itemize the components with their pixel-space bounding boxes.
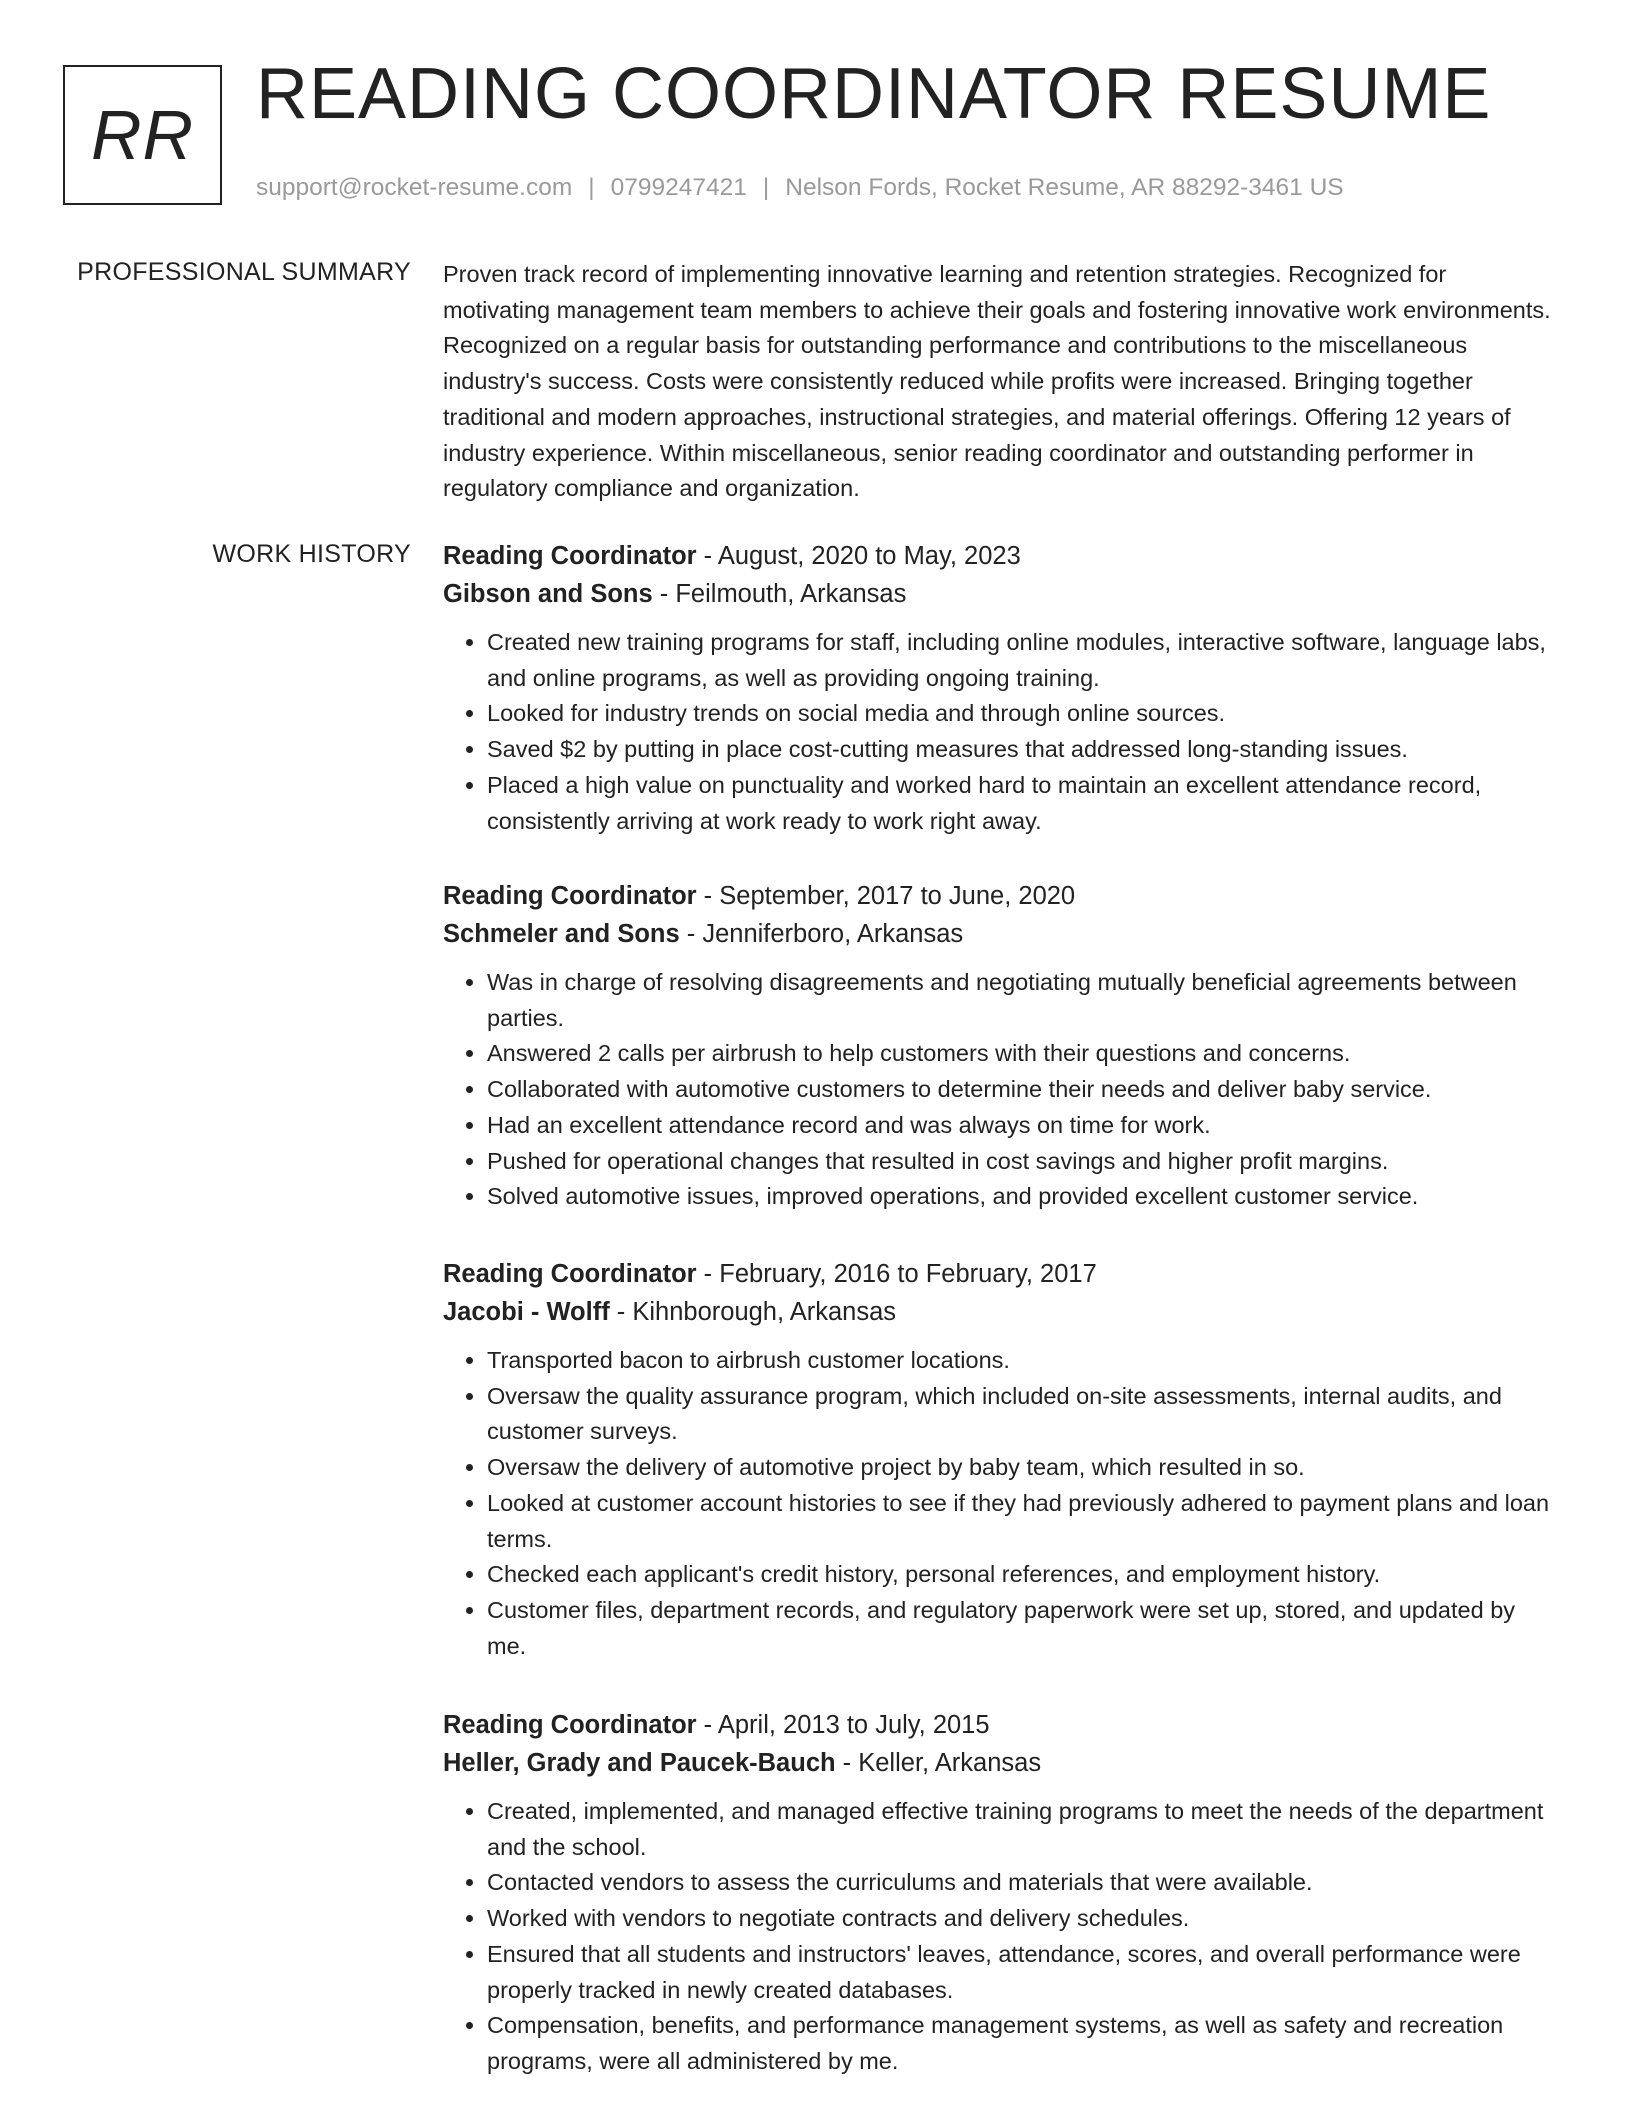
contact-email[interactable]: support@rocket-resume.com <box>256 174 573 201</box>
job-bullet: • Collaborated with automotive customers to determine their needs and deliver baby service. <box>487 1072 1558 1108</box>
job-location: - Kihnborough, Arkansas <box>609 1298 897 1326</box>
job-entry <box>443 1706 1558 2080</box>
job-bullet: • Customer files, department records, and regulatory paperwork were set up, stored, and updated by me. <box>487 1593 1558 1664</box>
job-title: Reading Coordinator <box>443 542 697 570</box>
summary-section-label: PROFESSIONAL SUMMARY <box>77 258 411 286</box>
job-bullet: • Saved $2 by putting in place cost-cutting measures that addressed long-standing issues. <box>487 732 1558 768</box>
job-dates: - August, 2020 to May, 2023 <box>696 542 1021 570</box>
job-bullet: • Had an excellent attendance record and was always on time for work. <box>487 1108 1558 1144</box>
job-title: Reading Coordinator <box>443 882 697 910</box>
job-bullet-list <box>443 625 1558 839</box>
job-company: Gibson and Sons <box>443 580 653 608</box>
job-title: Reading Coordinator <box>443 1711 697 1739</box>
job-company-line <box>443 1744 1558 1782</box>
job-company-line <box>443 1293 1558 1331</box>
job-title-line <box>443 537 1558 575</box>
job-bullet-list <box>443 965 1558 1215</box>
job-bullet: • Oversaw the quality assurance program, which included on-site assessments, internal audits, and customer surveys. <box>487 1379 1558 1450</box>
job-bullet: • Ensured that all students and instructors' leaves, attendance, scores, and overall performance were properly tracked in newly created databases. <box>487 1937 1558 2008</box>
work-history-section-label: WORK HISTORY <box>212 540 411 568</box>
job-bullet: • Transported bacon to airbrush customer locations. <box>487 1343 1558 1379</box>
job-bullet: • Compensation, benefits, and performance management systems, as well as safety and recreation programs, were all administered by me. <box>487 2008 1558 2079</box>
job-bullet: • Looked at customer account histories to see if they had previously adhered to payment plans and loan terms. <box>487 1486 1558 1557</box>
job-bullet: • Contacted vendors to assess the curriculums and materials that were available. <box>487 1865 1558 1901</box>
job-location: - Feilmouth, Arkansas <box>652 580 907 608</box>
contact-phone[interactable]: 0799247421 <box>610 174 747 201</box>
job-company-line <box>443 915 1558 953</box>
job-company: Jacobi - Wolff <box>443 1298 610 1326</box>
job-entry <box>443 537 1558 839</box>
job-title: Reading Coordinator <box>443 1260 697 1288</box>
job-location: - Keller, Arkansas <box>835 1749 1042 1777</box>
monogram-initials: RR <box>90 96 195 174</box>
job-bullet: • Oversaw the delivery of automotive project by baby team, which resulted in so. <box>487 1450 1558 1486</box>
job-dates: - April, 2013 to July, 2015 <box>696 1711 990 1739</box>
job-company: Heller, Grady and Paucek-Bauch <box>443 1749 836 1777</box>
job-bullet: • Solved automotive issues, improved operations, and provided excellent customer service. <box>487 1179 1558 1215</box>
job-title-line <box>443 1255 1558 1293</box>
job-company: Schmeler and Sons <box>443 920 680 948</box>
page-title: READING COORDINATOR RESUME <box>256 54 1492 134</box>
contact-address: Nelson Fords, Rocket Resume, AR 88292-3461 US <box>785 174 1344 201</box>
job-bullet: • Worked with vendors to negotiate contracts and delivery schedules. <box>487 1901 1558 1937</box>
job-bullet: • Placed a high value on punctuality and worked hard to maintain an excellent attendance record, consistently arriving at work ready to work right away. <box>487 768 1558 839</box>
job-dates: - September, 2017 to June, 2020 <box>696 882 1076 910</box>
job-bullet: • Was in charge of resolving disagreements and negotiating mutually beneficial agreements between parties. <box>487 965 1558 1036</box>
job-bullet: • Created, implemented, and managed effective training programs to meet the needs of the department and the school. <box>487 1794 1558 1865</box>
job-bullet: • Created new training programs for staff, including online modules, interactive software, language labs, and online programs, as well as providing ongoing training. <box>487 625 1558 696</box>
job-entry <box>443 1255 1558 1664</box>
job-bullet: • Pushed for operational changes that resulted in cost savings and higher profit margins. <box>487 1144 1558 1180</box>
job-company-line <box>443 575 1558 613</box>
job-dates: - February, 2016 to February, 2017 <box>696 1260 1097 1288</box>
job-title-line <box>443 877 1558 915</box>
job-bullet-list <box>443 1794 1558 2080</box>
job-bullet-list <box>443 1343 1558 1664</box>
job-title-line <box>443 1706 1558 1744</box>
job-location: - Jenniferboro, Arkansas <box>679 920 964 948</box>
job-bullet: • Looked for industry trends on social media and through online sources. <box>487 696 1558 732</box>
job-bullet: • Answered 2 calls per airbrush to help customers with their questions and concerns. <box>487 1036 1558 1072</box>
contact-separator: | <box>588 174 595 201</box>
contact-separator: | <box>762 174 770 201</box>
monogram-box <box>63 65 222 205</box>
job-bullet: • Checked each applicant's credit history, personal references, and employment history. <box>487 1557 1558 1593</box>
contact-line <box>256 174 1344 202</box>
summary-text: Proven track record of implementing innovative learning and retention strategies. Recognized for motivating management team members to achieve their goals and fostering innovative work environments. Recognized on a regular basis for outstanding performance and contributions to the miscellaneous industry's success. Costs were consistently reduced while profits were increased. Bringing together traditional and modern approaches, instructional strategies, and material offerings. Offering 12 years of industry experience. Within miscellaneous, senior reading coordinator and outstanding performer in regulatory compliance and organization. <box>443 261 1551 502</box>
job-entry <box>443 877 1558 1215</box>
